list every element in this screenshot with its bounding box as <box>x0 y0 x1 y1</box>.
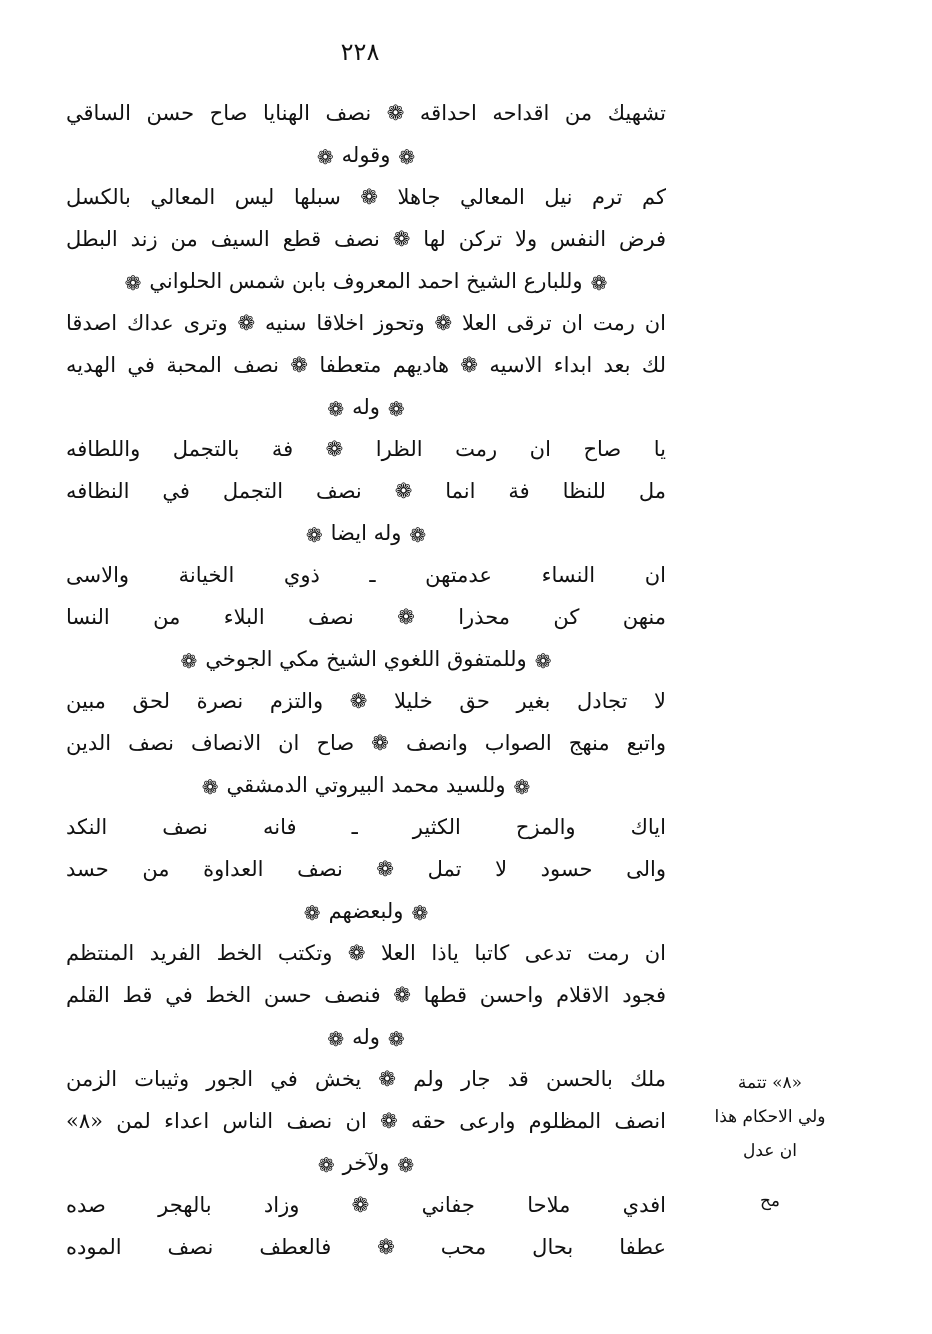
section-heading <box>66 386 666 428</box>
verse-line: واتبع منهج الصواب وانصف ❁ صاح ان الانصاف نصف الدين <box>66 731 666 755</box>
heading-text: وله <box>352 395 380 419</box>
heading-text: وللسيد محمد البيروتي الدمشقي <box>226 773 506 797</box>
verse-line: منهن كن محذرا ❁ نصف البلاء من النسا <box>66 605 666 629</box>
margin-note-line: ولي الاحكام هذا <box>714 1107 826 1127</box>
section-heading <box>66 1142 666 1184</box>
verse-line: كم ترم نيل المعالي جاهلا ❁ سبلها ليس المعالي بالكسل <box>66 185 666 209</box>
ornament-icon: ❁ <box>303 900 321 925</box>
verse-line: ان النساء عدمتهن ـ ذوي الخيانة والاسى <box>66 563 666 587</box>
margin-note-line: ان عدل <box>742 1141 798 1161</box>
ornament-icon: ❁ <box>316 144 334 169</box>
margin-note <box>700 1066 840 1218</box>
ornament-icon: ❁ <box>124 270 142 295</box>
section-heading <box>66 638 666 680</box>
verse-line: انصف المظلوم وارعى حقه ❁ ان نصف الناس اعداء لمن «٨» <box>66 1109 666 1133</box>
ornament-icon: ❁ <box>513 774 531 799</box>
margin-note-line: «٨» تتمة <box>737 1073 803 1093</box>
section-heading <box>66 764 666 806</box>
ornament-icon: ❁ <box>411 900 429 925</box>
verse-line: فجود الاقلام واحسن قطها ❁ فنصف حسن الخط في قط القلم <box>66 983 666 1007</box>
verse-line: عطفا بحال محب ❁ فالعطف نصف الموده <box>66 1235 666 1259</box>
verse-line: ان رمت تدعى كاتبا ياذا العلا ❁ وتكتب الخط الفريد المنتظم <box>66 941 666 965</box>
verse-line: ملك بالحسن قد جار ولم ❁ يخش في الجور وثيبات الزمن <box>66 1067 666 1091</box>
ornament-icon: ❁ <box>201 774 219 799</box>
ornament-icon: ❁ <box>180 648 198 673</box>
section-heading <box>66 134 666 176</box>
verse-line: ان رمت ان ترقى العلا ❁ وتحوز اخلاقا سنيه ❁ وترى عداك اصدقا <box>66 311 666 335</box>
ornament-icon: ❁ <box>317 1152 335 1177</box>
ornament-icon: ❁ <box>305 522 323 547</box>
ornament-icon: ❁ <box>387 396 405 421</box>
poetry-body <box>66 92 666 1268</box>
heading-text: ولآخر <box>342 1151 390 1175</box>
ornament-icon: ❁ <box>387 1026 405 1051</box>
verse-line: تشهيك من اقداحه احداقه ❁ نصف الهنايا صاح حسن الساقي <box>66 101 666 125</box>
ornament-icon: ❁ <box>534 648 552 673</box>
heading-text: وللمتفوق اللغوي الشيخ مكي الجوخي <box>205 647 527 671</box>
heading-text: وله <box>352 1025 380 1049</box>
margin-signature: مح <box>759 1191 781 1211</box>
page-number: ٢٢٨ <box>340 38 380 66</box>
ornament-icon: ❁ <box>397 1152 415 1177</box>
heading-text: وله ايضا <box>330 521 402 545</box>
verse-line: فرض النفس ولا تركن لها ❁ نصف قطع السيف من زند البطل <box>66 227 666 251</box>
verse-line: اياك والمزح الكثير ـ فانه نصف النكد <box>66 815 666 839</box>
section-heading <box>66 260 666 302</box>
section-heading <box>66 1016 666 1058</box>
verse-line: لا تجادل بغير حق خليلا ❁ والتزم نصرة لحق مبين <box>66 689 666 713</box>
verse-line: افدي ملاحا جفاني ❁ وزاد بالهجر صده <box>66 1193 666 1217</box>
heading-text: وللبارع الشيخ احمد المعروف بابن شمس الحلواني <box>149 269 583 293</box>
verse-line: والى حسود لا تمل ❁ نصف العداوة من حسد <box>66 857 666 881</box>
ornament-icon: ❁ <box>327 396 345 421</box>
verse-line: مل للنظا فة انما ❁ نصف التجمل في النظافه <box>66 479 666 503</box>
ornament-icon: ❁ <box>409 522 427 547</box>
ornament-icon: ❁ <box>590 270 608 295</box>
ornament-icon: ❁ <box>398 144 416 169</box>
ornament-icon: ❁ <box>327 1026 345 1051</box>
verse-line: لك بعد ابداء الاسيه ❁ هاديهم متعطفا ❁ نصف المحبة في الهديه <box>66 353 666 377</box>
heading-text: وقوله <box>341 143 391 167</box>
verse-line: يا صاح ان رمت الظرا ❁ فة بالتجمل واللطافه <box>66 437 666 461</box>
section-heading <box>66 512 666 554</box>
section-heading <box>66 890 666 932</box>
heading-text: ولبعضهم <box>328 899 404 923</box>
